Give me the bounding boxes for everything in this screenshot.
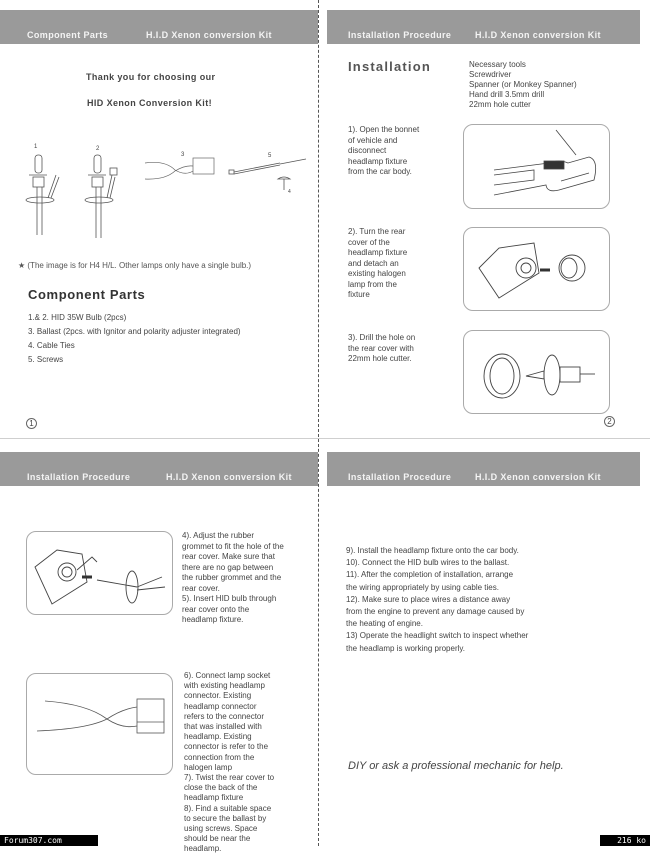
install-step-6-8 <box>184 671 274 855</box>
step-line: the heating of engine. <box>346 619 423 629</box>
page4-header-right: H.I.D Xenon conversion Kit <box>475 472 601 482</box>
step-line: headlamp fixture <box>184 793 244 803</box>
installation-title: Installation <box>348 59 432 74</box>
page1-header-right: H.I.D Xenon conversion Kit <box>146 30 272 40</box>
figure-label-3: 3 <box>181 152 185 158</box>
step-line: lamp from the <box>348 279 397 289</box>
necessary-tools-list <box>469 60 577 110</box>
watermark-size: 216 ko <box>600 835 650 846</box>
rear-cover-removal-illustration <box>464 228 609 310</box>
step-line: 3). Drill the hole on <box>348 333 416 342</box>
grommet-bulb-illustration <box>27 532 172 614</box>
step-line: of vehicle and <box>348 135 398 145</box>
step-line: 6). Connect lamp socket <box>184 671 271 680</box>
step-line: from the car body. <box>348 167 412 176</box>
page4-header-left: Installation Procedure <box>348 472 452 482</box>
step-line: headlamp fixture <box>348 248 408 257</box>
step-line: halogen lamp <box>184 762 233 772</box>
components-figure <box>0 130 318 255</box>
page-fold-horizontal <box>0 438 650 439</box>
step-line: 1). Open the bonnet <box>348 125 420 134</box>
step-line: and detach an <box>348 258 399 268</box>
step-3-illustration-frame <box>463 330 610 414</box>
page2-header-band <box>327 10 640 44</box>
step-line: 13) Operate the headlight switch to inspect whether <box>346 631 529 641</box>
step-line: the headlamp is working properly. <box>346 643 466 653</box>
page3-header-left: Installation Procedure <box>27 472 131 482</box>
tool-item: Screwdriver <box>469 70 512 79</box>
step-line: 4). Adjust the rubber <box>182 531 255 540</box>
tool-item: Hand drill 3.5mm drill <box>469 90 545 99</box>
step-line: 7). Twist the rear cover to <box>184 773 275 783</box>
figure-note: ★ (The image is for H4 H/L. Other lamps only have a single bulb.) <box>18 261 252 270</box>
headlamp-car-illustration <box>464 125 609 208</box>
page1-header-left: Component Parts <box>27 30 109 40</box>
step-line: 2). Turn the rear <box>348 227 406 236</box>
figure-label-5: 5 <box>268 153 272 159</box>
step-line: cover of the <box>348 237 390 247</box>
closing-note: DIY or ask a professional mechanic for help. <box>348 760 564 772</box>
step-line: fixture <box>348 290 370 299</box>
step-line: close the back of the <box>184 783 258 793</box>
bulb-1-illustration <box>26 155 59 235</box>
step-4-illustration-frame <box>26 531 173 615</box>
figure-label-1: 1 <box>34 144 38 150</box>
step-line: headlamp. <box>184 844 222 854</box>
install-step-2 <box>348 227 407 301</box>
install-step-1 <box>348 125 419 178</box>
step-line: disconnect <box>348 146 387 155</box>
step-line: 10). Connect the HID bulb wires to the ballast. <box>346 558 510 568</box>
hole-cutter-illustration <box>464 331 609 413</box>
step-line: 22mm hole cutter. <box>348 354 412 363</box>
step-line: connector. Existing <box>184 691 252 701</box>
step-line: headlamp. Existing <box>184 732 252 742</box>
step-line: that was installed with <box>184 722 262 732</box>
step-2-illustration-frame <box>463 227 610 311</box>
page-fold-vertical <box>318 0 319 846</box>
step-line: rear cover. Make sure that <box>182 552 275 561</box>
step-line: with existing headlamp <box>184 681 265 691</box>
step-line: to secure the ballast by <box>184 813 267 823</box>
page-number-1: 1 <box>26 418 37 429</box>
step-line: using screws. Space <box>184 824 258 834</box>
step-line: 5). Insert HID bulb through <box>182 594 277 603</box>
step-line: connector is refer to the <box>184 742 269 752</box>
step-line: headlamp fixture. <box>182 615 244 624</box>
page-number-2: 2 <box>604 416 615 427</box>
parts-list-item: 5. Screws <box>28 355 64 364</box>
parts-list-item: 1.& 2. HID 35W Bulb (2pcs) <box>28 313 127 322</box>
step-line: existing halogen <box>348 269 406 278</box>
step-line: there are no gap between <box>182 562 274 572</box>
step-1-illustration-frame <box>463 124 610 209</box>
step-line: from the engine to prevent any damage caused by <box>346 607 525 617</box>
cable-tie-illustration <box>229 159 306 174</box>
parts-list <box>28 311 241 367</box>
install-steps-9-13 <box>346 545 528 655</box>
ballast-illustration <box>145 158 214 179</box>
tool-item: Spanner (or Monkey Spanner) <box>469 80 577 89</box>
step-line: the rubber grommet and the <box>182 573 282 582</box>
step-line: grommet to fit the hole of the <box>182 541 284 551</box>
bulb-2-illustration <box>85 155 117 238</box>
page4-header-band <box>327 452 640 486</box>
figure-label-4: 4 <box>288 189 291 195</box>
parts-list-item: 4. Cable Ties <box>28 341 75 350</box>
step-line: rear cover. <box>182 583 220 593</box>
parts-list-item: 3. Ballast (2pcs. with Ignitor and polarity adjuster integrated) <box>28 327 241 336</box>
thank-you-text: Thank you for choosing our <box>86 72 216 82</box>
figure-label-2: 2 <box>96 146 100 152</box>
step-6-illustration-frame <box>26 673 173 775</box>
kit-name: HID Xenon Conversion Kit! <box>87 98 213 108</box>
step-line: refers to the connector <box>184 711 265 721</box>
install-step-4-5 <box>182 531 284 626</box>
step-line: 12). Make sure to place wires a distance away <box>346 594 511 604</box>
step-line: 8). Find a suitable space <box>184 803 272 813</box>
step-line: connection from the <box>184 752 255 762</box>
step-line: should be near the <box>184 834 251 844</box>
page3-header-band <box>0 452 318 486</box>
page2-header-right: H.I.D Xenon conversion Kit <box>475 30 601 40</box>
connector-wiring-illustration <box>27 674 172 774</box>
install-step-3 <box>348 333 415 365</box>
page3-header-right: H.I.D Xenon conversion Kit <box>166 472 292 482</box>
component-parts-title: Component Parts <box>28 287 146 302</box>
step-line: headlamp fixture <box>348 156 408 166</box>
step-line: 11). After the completion of installation, arrange <box>346 570 514 580</box>
step-line: headlamp connector <box>184 701 257 711</box>
page1-header-band <box>0 10 318 44</box>
tool-item: 22mm hole cutter <box>469 100 531 109</box>
step-line: 9). Install the headlamp fixture onto the car body. <box>346 546 519 555</box>
tool-item: Necessary tools <box>469 60 526 69</box>
watermark-site: Forum307.com <box>0 835 98 846</box>
step-line: the rear cover with <box>348 343 414 353</box>
page2-header-left: Installation Procedure <box>348 30 452 40</box>
step-line: the wiring appropriately by using cable ties. <box>346 582 499 592</box>
step-line: rear cover onto the <box>182 604 250 614</box>
